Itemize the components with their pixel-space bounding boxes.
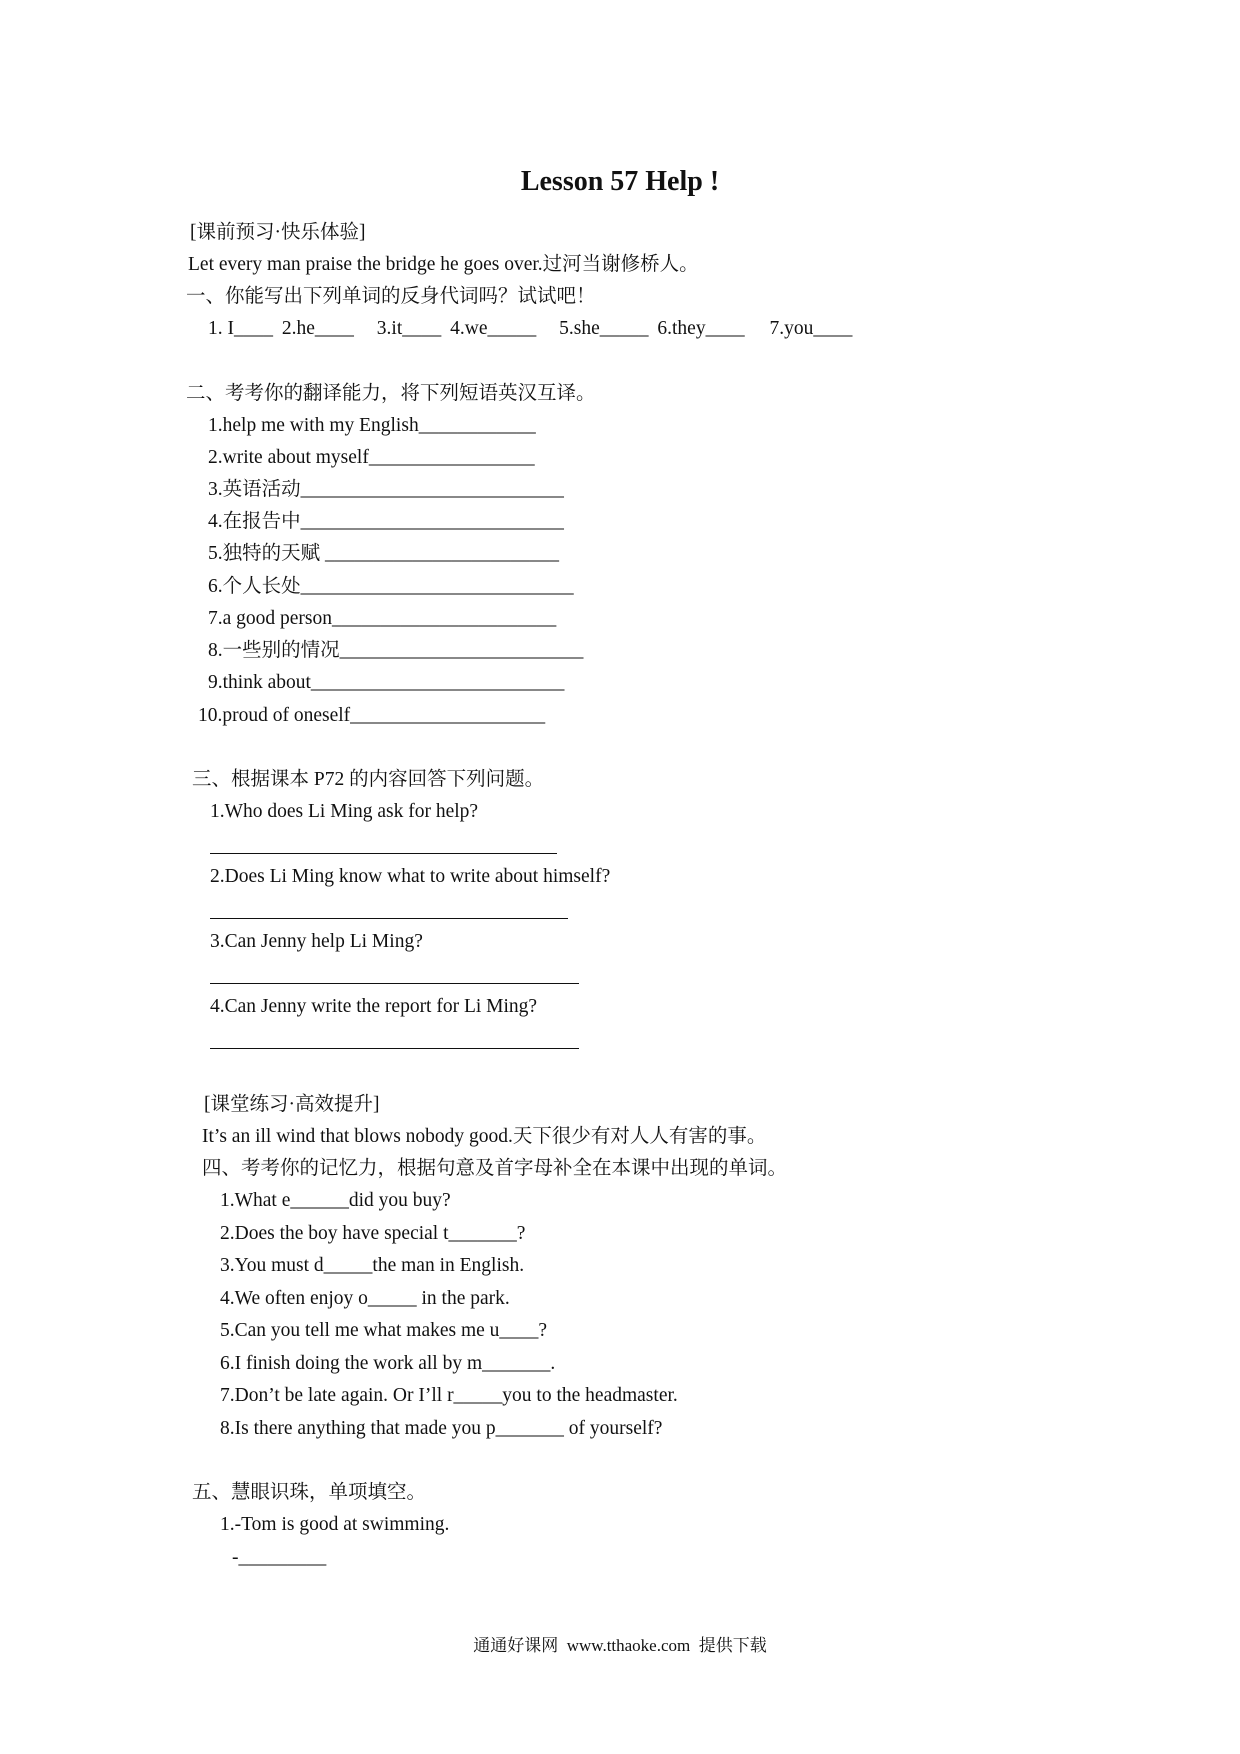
question-4-item: 8.Is there anything that made you p_______ of yourself? (220, 1418, 663, 1439)
proverb-1: Let every man praise the bridge he goes over.过河当谢修桥人。 (188, 254, 699, 275)
question-5-item: -_________ (232, 1547, 327, 1568)
pronoun-item: 5.she_____ (559, 318, 649, 339)
question-4-item: 7.Don’t be late again. Or I’ll r_____you to the headmaster. (220, 1385, 678, 1406)
pronoun-item: 7.you____ (769, 318, 853, 339)
question-2-item: 7.a good person_______________________ (208, 608, 557, 629)
section-header-class: [课堂练习·高效提升] (204, 1094, 380, 1115)
answer-line (210, 1048, 579, 1049)
answer-line (210, 983, 579, 984)
pronoun-item: 3.it____ (376, 318, 442, 339)
question-5-title: 五、慧眼识珠，单项填空。 (192, 1482, 427, 1503)
question-2-item: 2.write about myself_________________ (208, 447, 535, 468)
question-5-item: 1.-Tom is good at swimming. (220, 1514, 450, 1535)
question-3-item: 3.Can Jenny help Li Ming? (210, 931, 423, 952)
question-2-title: 二、考考你的翻译能力，将下列短语英汉互译。 (186, 383, 596, 404)
pronoun-item: 2.he____ (281, 318, 354, 339)
pronoun-item: 4.we_____ (450, 318, 537, 339)
answer-line (210, 918, 568, 919)
question-4-item: 6.I finish doing the work all by m_______. (220, 1353, 556, 1374)
question-2-item: 8.一些别的情况_________________________ (208, 640, 584, 661)
question-3-title: 三、根据课本 P72 的内容回答下列问题。 (192, 769, 545, 790)
question-2-item: 4.在报告中___________________________ (208, 511, 564, 532)
question-4-item: 1.What e______did you buy? (220, 1190, 451, 1211)
question-3-item: 2.Does Li Ming know what to write about himself? (210, 866, 611, 887)
question-4-item: 4.We often enjoy o_____ in the park. (220, 1288, 510, 1309)
question-2-item: 5.独特的天赋 ________________________ (208, 543, 560, 564)
question-2-item: 1.help me with my English____________ (208, 415, 536, 436)
pronoun-item: 6.they____ (657, 318, 745, 339)
question-4-item: 3.You must d_____the man in English. (220, 1255, 525, 1276)
page-footer: 通通好课网 www.tthaoke.com 提供下载 (473, 1636, 767, 1655)
proverb-2: It’s an ill wind that blows nobody good.天下很少有对人人有害的事。 (202, 1126, 767, 1147)
question-1-items (208, 316, 856, 342)
question-4-title: 四、考考你的记忆力，根据句意及首字母补全在本课中出现的单词。 (202, 1158, 788, 1179)
question-3-item: 4.Can Jenny write the report for Li Ming? (210, 996, 538, 1017)
pronoun-item: 1. I____ (208, 318, 273, 339)
question-2-item: 3.英语活动___________________________ (208, 479, 564, 500)
question-4-item: 2.Does the boy have special t_______? (220, 1223, 526, 1244)
answer-line (210, 853, 557, 854)
page-title: Lesson 57 Help ! (520, 166, 720, 197)
question-4-item: 5.Can you tell me what makes me u____? (220, 1320, 548, 1341)
question-3-item: 1.Who does Li Ming ask for help? (210, 801, 479, 822)
question-2-item: 6.个人长处____________________________ (208, 576, 574, 597)
question-2-item: 10.proud of oneself____________________ (198, 705, 546, 726)
section-header-preview: [课前预习·快乐体验] (190, 222, 366, 243)
question-1-title: 一、你能写出下列单词的反身代词吗？试试吧！ (186, 286, 596, 307)
question-2-item: 9.think about__________________________ (208, 672, 565, 693)
